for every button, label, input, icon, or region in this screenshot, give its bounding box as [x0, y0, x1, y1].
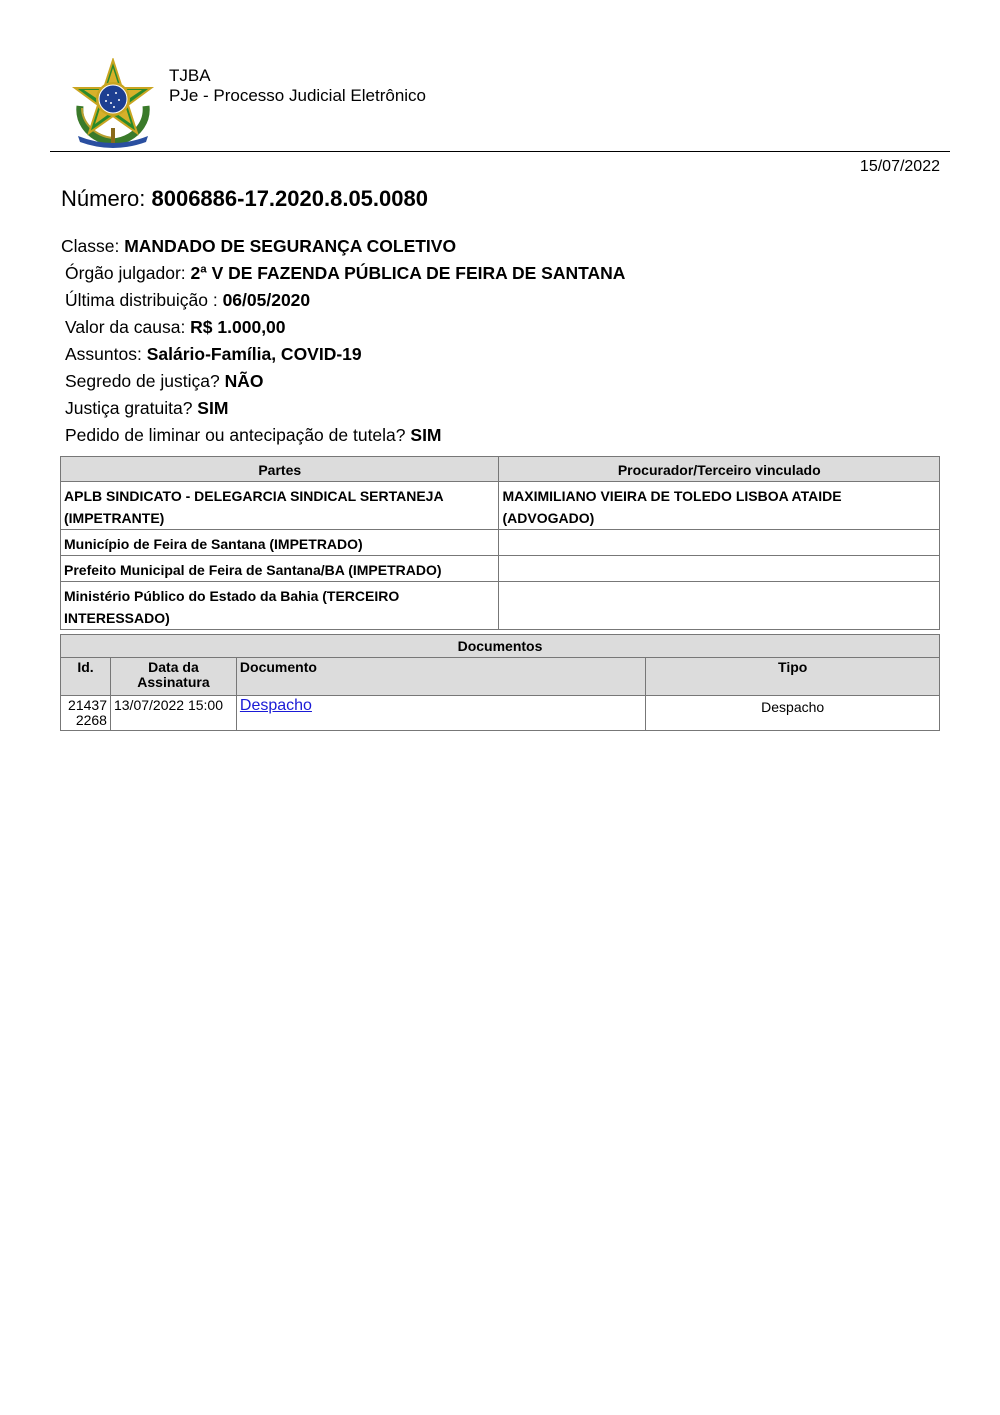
- organization-name: [169, 66, 426, 106]
- field-value: SIM: [197, 398, 229, 418]
- id-column-header: Id.: [61, 658, 111, 696]
- table-row: [61, 530, 940, 556]
- process-number-label: Número:: [61, 186, 152, 211]
- documents-header-row: [61, 658, 940, 696]
- table-row: [61, 696, 940, 731]
- parties-table: [60, 456, 940, 630]
- attorney-column-header: Procurador/Terceiro vinculado: [499, 457, 940, 482]
- party-cell: Município de Feira de Santana (IMPETRADO): [61, 530, 499, 556]
- party-cell: Prefeito Municipal de Feira de Santana/BA (IMPETRADO): [61, 556, 499, 582]
- attorney-cell: MAXIMILIANO VIEIRA DE TOLEDO LISBOA ATAIDE (ADVOGADO): [499, 482, 940, 530]
- document-type: Despacho: [646, 696, 940, 731]
- document-date: 15/07/2022: [859, 158, 940, 175]
- field-value: R$ 1.000,00: [190, 317, 286, 337]
- info-ultima-distribuicao: [61, 289, 625, 316]
- process-info: [61, 235, 625, 451]
- table-row: [61, 556, 940, 582]
- field-label: Valor da causa:: [65, 317, 191, 337]
- party-cell: APLB SINDICATO - DELEGARCIA SINDICAL SERTANEJA (IMPETRANTE): [61, 482, 499, 530]
- field-value: NÃO: [224, 371, 264, 391]
- field-value: MANDADO DE SEGURANÇA COLETIVO: [124, 236, 457, 256]
- documents-title-row: [61, 635, 940, 658]
- attorney-cell: [499, 530, 940, 556]
- parties-header-row: [61, 457, 940, 482]
- field-value: SIM: [410, 425, 442, 445]
- info-assuntos: [61, 343, 625, 370]
- info-valor-causa: [61, 316, 625, 343]
- info-segredo-justica: [61, 370, 625, 397]
- document-column-header: Documento: [236, 658, 645, 696]
- document-link[interactable]: Despacho: [239, 697, 312, 714]
- header-divider: [50, 151, 950, 152]
- process-number-value: 8006886-17.2020.8.05.0080: [151, 186, 428, 211]
- type-column-header: Tipo: [646, 658, 940, 696]
- org-acronym: TJBA: [169, 66, 211, 85]
- date-column-header: Data da Assinatura: [110, 658, 236, 696]
- system-name: PJe - Processo Judicial Eletrônico: [169, 86, 427, 105]
- party-cell: Ministério Público do Estado da Bahia (TERCEIRO INTERESSADO): [61, 582, 499, 630]
- info-orgao-julgador: [61, 262, 625, 289]
- parties-column-header: Partes: [61, 457, 499, 482]
- document-cell: [236, 696, 645, 731]
- field-label: Órgão julgador:: [65, 263, 191, 283]
- field-label: Justiça gratuita?: [65, 398, 198, 418]
- info-classe: [61, 235, 625, 262]
- document-id: 21437 2268: [61, 696, 111, 731]
- field-value: 06/05/2020: [222, 290, 311, 310]
- field-label: Assuntos:: [65, 344, 147, 364]
- documents-title: Documentos: [61, 635, 940, 658]
- field-value: Salário-Família, COVID-19: [146, 344, 362, 364]
- field-label: Segredo de justiça?: [65, 371, 225, 391]
- attorney-cell: [499, 556, 940, 582]
- info-pedido-liminar: [61, 424, 625, 451]
- table-row: [61, 482, 940, 530]
- field-label: Última distribuição :: [65, 290, 223, 310]
- attorney-cell: [499, 582, 940, 630]
- brazil-coat-of-arms-icon: [70, 58, 156, 148]
- info-justica-gratuita: [61, 397, 625, 424]
- field-label: Classe:: [61, 236, 125, 256]
- process-number: [61, 186, 428, 212]
- field-value: 2ª V DE FAZENDA PÚBLICA DE FEIRA DE SANTANA: [190, 263, 626, 283]
- documents-table: [60, 634, 940, 731]
- field-label: Pedido de liminar ou antecipação de tutela?: [65, 425, 411, 445]
- table-row: [61, 582, 940, 630]
- signature-date: 13/07/2022 15:00: [110, 696, 236, 731]
